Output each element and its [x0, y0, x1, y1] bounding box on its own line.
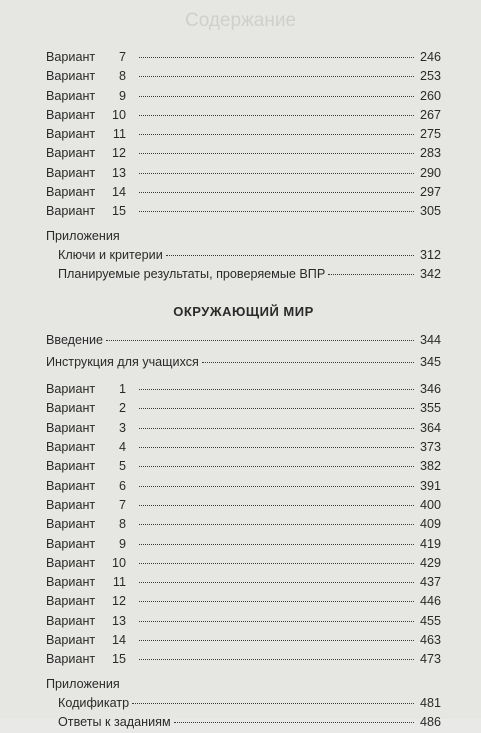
- variant-label: Вариант: [46, 146, 96, 161]
- toc-entry-variant: [46, 631, 441, 650]
- bleed-through-header: Содержание: [184, 10, 297, 31]
- toc-entry-variant: [46, 87, 441, 106]
- toc-page-number: 345: [419, 354, 441, 369]
- dot-leader: [328, 274, 414, 275]
- toc-entry-label: Планируемые результаты, проверяемые ВПР: [58, 267, 326, 282]
- dot-leader: [139, 211, 414, 212]
- toc-page-number: 481: [419, 695, 441, 710]
- toc-page-number: 455: [419, 613, 441, 628]
- dot-leader: [139, 408, 414, 409]
- toc-entry-variant: [46, 612, 441, 631]
- variant-number: 5: [118, 459, 126, 474]
- dot-leader: [139, 76, 414, 77]
- toc-entry-variant: [46, 496, 441, 515]
- toc-page-number: 409: [419, 517, 441, 532]
- toc-entry-intro: [46, 331, 441, 350]
- dot-leader: [139, 544, 414, 545]
- variant-number: 2: [118, 401, 126, 416]
- toc-entry-label: [46, 380, 136, 399]
- dot-leader: [139, 447, 414, 448]
- toc-entry-variant: [46, 399, 441, 418]
- toc-entry-appendix: [46, 246, 441, 265]
- toc-entry-label: Инструкция для учащихся: [46, 354, 199, 369]
- dot-leader: [139, 582, 414, 583]
- toc-entry-label: [46, 164, 136, 183]
- variant-label: Вариант: [46, 536, 96, 551]
- toc-page-number: 400: [419, 497, 441, 512]
- toc-entry-label: [46, 457, 136, 476]
- toc-entry-label: [46, 183, 136, 202]
- variant-number: 7: [118, 50, 126, 64]
- toc-entry-variant: [46, 457, 441, 476]
- variant-label: Вариант: [46, 440, 96, 455]
- toc-page-number: 246: [419, 50, 441, 64]
- variant-label: Вариант: [46, 69, 96, 84]
- variant-number: 11: [112, 575, 126, 590]
- dot-leader: [139, 621, 414, 622]
- variant-number: 9: [118, 536, 126, 551]
- variant-number: 8: [118, 517, 126, 532]
- variant-number: 9: [118, 88, 126, 103]
- toc-entry-variant: [46, 573, 441, 592]
- toc-entry-label: [46, 535, 136, 554]
- block2-appendix: [46, 694, 441, 733]
- toc-page-number: 312: [419, 247, 441, 262]
- toc-page-number: 473: [419, 652, 441, 667]
- toc-entry-label: [46, 592, 136, 611]
- toc-page-number: 446: [419, 594, 441, 609]
- variant-label: Вариант: [46, 594, 96, 609]
- toc-entry-label: [46, 496, 136, 515]
- toc-entry-variant: [46, 380, 441, 399]
- toc-page-number: 283: [419, 146, 441, 161]
- variant-label: Вариант: [46, 401, 96, 416]
- toc-entry-label: Ответы к заданиям: [58, 715, 171, 730]
- toc-page-number: 297: [419, 185, 441, 200]
- toc-page-number: 267: [419, 107, 441, 122]
- variant-label: Вариант: [46, 50, 96, 64]
- dot-leader: [139, 486, 414, 487]
- toc-entry-label: [46, 650, 136, 669]
- toc-entry-variant: [46, 183, 441, 202]
- toc-page-number: 344: [419, 332, 441, 347]
- variant-number: 10: [111, 107, 126, 122]
- dot-leader: [139, 524, 414, 525]
- dot-leader: [139, 192, 414, 193]
- dot-leader: [139, 659, 414, 660]
- variant-label: Вариант: [46, 613, 96, 628]
- toc-entry-label: Введение: [46, 332, 104, 347]
- variant-number: 14: [111, 633, 126, 648]
- variant-number: 3: [118, 420, 126, 435]
- toc-entry-label: [46, 106, 136, 125]
- toc-entry-label: [46, 515, 136, 534]
- toc-page-number: 346: [419, 382, 441, 397]
- toc-page-number: 260: [419, 88, 441, 103]
- variant-number: 13: [111, 613, 126, 628]
- toc-page-number: 290: [419, 165, 441, 180]
- variant-number: 8: [118, 69, 126, 84]
- toc-entry-variant: [46, 592, 441, 611]
- appendix-heading: Приложения: [46, 676, 120, 691]
- toc-entry-variant: [46, 125, 441, 144]
- toc-entry-label: [46, 48, 136, 67]
- dot-leader: [139, 428, 414, 429]
- toc-entry-variant: [46, 515, 441, 534]
- dot-leader: [139, 466, 414, 467]
- toc-entry-variant: [46, 535, 441, 554]
- block1-appendix: [46, 246, 441, 285]
- variant-number: 4: [118, 440, 126, 455]
- variant-label: Вариант: [46, 107, 96, 122]
- toc-entry-variant: [46, 144, 441, 163]
- toc-entry-label: [46, 554, 136, 573]
- toc-entry-label: [46, 438, 136, 457]
- block2-variants: [46, 380, 441, 669]
- variant-label: Вариант: [46, 633, 96, 648]
- toc-entry-instructions: [46, 353, 441, 372]
- dot-leader: [139, 563, 414, 564]
- variant-number: 14: [111, 185, 126, 200]
- toc-entry-variant: [46, 650, 441, 669]
- dot-leader: [139, 505, 414, 506]
- toc-entry-variant: [46, 106, 441, 125]
- toc-entry-variant: [46, 477, 441, 496]
- variant-number: 7: [118, 497, 126, 512]
- toc-entry-variant: [46, 554, 441, 573]
- toc-entry-variant: [46, 48, 441, 67]
- appendix-heading: Приложения: [46, 228, 120, 243]
- variant-label: Вариант: [46, 555, 96, 570]
- dot-leader: [106, 340, 414, 341]
- toc-page-number: 382: [419, 459, 441, 474]
- block1-variants: [46, 48, 441, 222]
- toc-entry-label: [46, 67, 136, 86]
- toc-page-number: 342: [419, 267, 441, 282]
- dot-leader: [139, 96, 414, 97]
- toc-page-number: 437: [419, 575, 441, 590]
- toc-entry-label: [46, 612, 136, 631]
- variant-label: Вариант: [46, 185, 96, 200]
- dot-leader: [139, 173, 414, 174]
- toc-page-number: 364: [419, 420, 441, 435]
- toc-page-number: 305: [419, 204, 441, 219]
- variant-number: 6: [118, 478, 126, 493]
- variant-number: 1: [118, 382, 126, 397]
- section-title: ОКРУЖАЮЩИЙ МИР: [173, 303, 314, 319]
- variant-label: Вариант: [46, 88, 96, 103]
- variant-number: 10: [111, 555, 126, 570]
- dot-leader: [139, 57, 414, 58]
- toc-entry-appendix: [46, 713, 441, 732]
- variant-label: Вариант: [46, 127, 96, 142]
- toc-entry-variant: [46, 67, 441, 86]
- dot-leader: [202, 362, 414, 363]
- toc-entry-variant: [46, 164, 441, 183]
- dot-leader: [166, 255, 414, 256]
- dot-leader: [139, 601, 414, 602]
- variant-number: 12: [111, 146, 126, 161]
- variant-label: Вариант: [46, 478, 96, 493]
- table-of-contents: [46, 48, 441, 733]
- dot-leader: [132, 703, 414, 704]
- toc-entry-label: [46, 144, 136, 163]
- dot-leader: [139, 153, 414, 154]
- toc-entry-appendix: [46, 265, 441, 284]
- toc-entry-label: [46, 399, 136, 418]
- variant-number: 11: [112, 127, 126, 142]
- toc-entry-label: [46, 631, 136, 650]
- variant-label: Вариант: [46, 420, 96, 435]
- variant-number: 12: [111, 594, 126, 609]
- toc-entry-label: Ключи и критерии: [58, 247, 163, 262]
- variant-label: Вариант: [46, 652, 96, 667]
- toc-page-number: 419: [419, 536, 441, 551]
- variant-label: Вариант: [46, 497, 96, 512]
- toc-entry-appendix: [46, 694, 441, 713]
- toc-entry-label: Кодификатр: [58, 695, 130, 710]
- dot-leader: [139, 640, 414, 641]
- variant-number: 13: [111, 165, 126, 180]
- variant-number: 15: [111, 204, 126, 219]
- toc-entry-variant: [46, 419, 441, 438]
- toc-page-number: 253: [419, 69, 441, 84]
- variant-number: 15: [111, 652, 126, 667]
- toc-page-number: 391: [419, 478, 441, 493]
- toc-page-number: 429: [419, 555, 441, 570]
- toc-page-number: 355: [419, 401, 441, 416]
- variant-label: Вариант: [46, 382, 96, 397]
- toc-entry-label: [46, 87, 136, 106]
- variant-label: Вариант: [46, 459, 96, 474]
- toc-entry-label: [46, 419, 136, 438]
- toc-entry-label: [46, 477, 136, 496]
- toc-entry-label: [46, 125, 136, 144]
- toc-page-number: 275: [419, 127, 441, 142]
- toc-entry-variant: [46, 202, 441, 221]
- dot-leader: [139, 389, 414, 390]
- toc-entry-variant: [46, 438, 441, 457]
- variant-label: Вариант: [46, 204, 96, 219]
- variant-label: Вариант: [46, 517, 96, 532]
- toc-page-number: 373: [419, 440, 441, 455]
- dot-leader: [174, 722, 414, 723]
- variant-label: Вариант: [46, 165, 96, 180]
- toc-page-number: 463: [419, 633, 441, 648]
- toc-entry-label: [46, 573, 136, 592]
- dot-leader: [139, 115, 414, 116]
- toc-entry-label: [46, 202, 136, 221]
- dot-leader: [139, 134, 414, 135]
- variant-label: Вариант: [46, 575, 96, 590]
- toc-page-number: 486: [419, 715, 441, 730]
